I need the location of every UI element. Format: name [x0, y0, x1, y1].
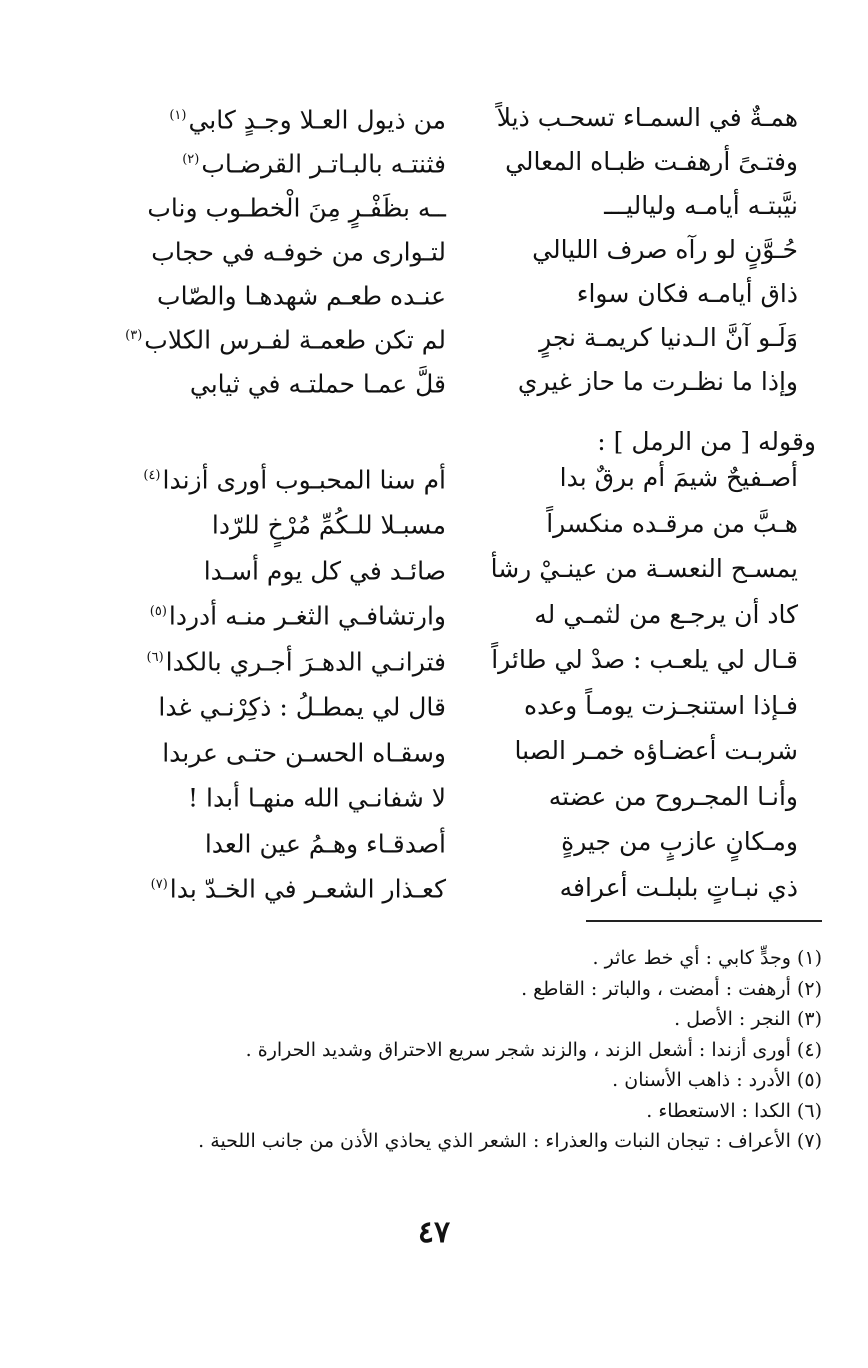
hemistich-text: ــه بظَفْـرٍ مِنَ الْخطـوب وناب [147, 193, 446, 223]
verse-first-hemistich: ذي نبـاتٍ بلبلـت أعرافه [559, 872, 798, 902]
hemistich-text: لتـوارى من خوفـه في حجاب [151, 237, 446, 267]
verse-second-hemistich [146, 94, 446, 142]
verse-first-hemistich: ذاق أيامـه فكان سواء [576, 279, 798, 308]
verse-second-hemistich [146, 182, 446, 230]
verse-line [118, 455, 798, 501]
verse-second-hemistich [146, 589, 446, 639]
verse-first-hemistich: هـبَّ من مرقـده منكسراً [546, 508, 798, 538]
footnote-marker: (٢) [182, 151, 200, 167]
footnote-item: (٣) النجر : الأصل . [674, 1008, 822, 1030]
hemistich-text: فثنتـه بالبـاتـر القرضـاب [201, 149, 446, 179]
verse-first-hemistich: وفتـىً أرهفـت ظبـاه المعالي [505, 147, 798, 176]
footnote-separator [586, 920, 822, 922]
verse-first-hemistich: أصـفيحٌ شيمَ أم برقٌ بدا [559, 463, 798, 492]
hemistich-text: قلَّ عمـا حملتـه في ثيابي [189, 369, 446, 399]
verse-second-hemistich [143, 453, 446, 503]
verse-second-hemistich [146, 680, 446, 730]
hemistich-text: وارتشافـي الثغـر منـه أدردا [168, 601, 446, 631]
verse-second-hemistich [146, 226, 446, 274]
hemistich-text: مسبـلا للـكُمِّ مُرْخٍ للرّدا [211, 510, 446, 540]
verse-line [118, 592, 798, 638]
footnote-item: (١) وجدٍّ كابي : أي خط عاثر . [592, 947, 822, 969]
verse-line [118, 728, 798, 774]
verse-second-hemistich [146, 138, 446, 186]
footnote-marker: (٤) [143, 467, 161, 483]
footnotes [62, 943, 822, 1157]
hemistich-text: صائـد في كل يوم أسـدا [203, 556, 446, 586]
hemistich-text: فترانـي الدهـرَ أجـري بالكدا [165, 647, 446, 677]
footnote-marker: (٧) [150, 877, 168, 893]
page-number: ٤٧ [417, 1215, 451, 1250]
verse-line [118, 272, 798, 316]
verse-line [118, 360, 798, 404]
footnote-item: (٢) أرهفت : أمضت ، والباتر : القاطع . [521, 977, 822, 1000]
verse-line [118, 865, 798, 911]
verse-second-hemistich [146, 817, 446, 867]
verse-first-hemistich: قـال لي يلعـب : صدْ لي طائراً [491, 645, 798, 674]
verse-line [118, 501, 798, 547]
verse-line [118, 774, 798, 820]
verse-second-hemistich [146, 635, 446, 685]
verse-second-hemistich [146, 771, 446, 821]
verse-line [118, 140, 798, 184]
footnote-marker: (٦) [146, 649, 164, 665]
verse-line [118, 683, 798, 729]
verse-first-hemistich: نيَّبتـه أيامـه ولياليـــ [604, 191, 798, 220]
verse-first-hemistich: وَلَـو آنَّ الـدنيا كريمـة نجرٍ [539, 323, 798, 352]
verse-first-hemistich: همـةٌ في السمـاء تسحـب ذيلاً [496, 103, 798, 132]
verse-first-hemistich: فـإذا استنجـزت يومـاً وعده [524, 690, 798, 720]
verse-first-hemistich: كاد أن يرجـع من لثمـي له [534, 599, 798, 629]
footnote-marker: (٣) [125, 327, 143, 343]
verse-line [118, 184, 798, 228]
hemistich-text: لا شفانـي الله منهـا أبدا ! [188, 783, 446, 813]
verse-first-hemistich: وأنـا المجـروح من عضته [548, 781, 798, 811]
verse-first-hemistich: ومـكانٍ عازبٍ من جيرةٍ [561, 827, 798, 856]
verse-line [118, 819, 798, 865]
hemistich-text: من ذيول العـلا وجـدٍ كابي [188, 105, 446, 135]
hemistich-text: أصدقـاء وهـمُ عين العدا [204, 829, 446, 859]
verse-second-hemistich [146, 498, 446, 548]
verse-second-hemistich [146, 726, 446, 776]
verse-line [118, 316, 798, 360]
verse-line [118, 637, 798, 683]
verse-line [118, 546, 798, 592]
footnote-marker: (٥) [149, 604, 167, 620]
footnote-item: (٥) الأدرد : ذاهب الأسنان . [612, 1069, 822, 1091]
hemistich-text: عنـده طعـم شهدهـا والصّاب [157, 281, 446, 311]
verse-line [118, 96, 798, 140]
footnote-marker: (١) [169, 107, 187, 123]
verse-first-hemistich: وإذا ما نظـرت ما حاز غيري [517, 367, 798, 396]
hemistich-text: وسقـاه الحسـن حتـى عربدا [162, 738, 446, 768]
poem-block-1 [118, 96, 798, 404]
footnote-item: (٦) الكدا : الاستعطاء . [646, 1099, 822, 1122]
footnote-item: (٤) أورى أزندا : أشعل الزند ، والزند شجر سريع الاحتراق وشديد الحرارة . [245, 1038, 822, 1061]
verse-first-hemistich: يمسـح النعسـة من عينـيْ رشأ [490, 554, 798, 583]
poem-block-2 [118, 455, 798, 910]
hemistich-text: أم سنا المحبـوب أورى أزندا [162, 465, 446, 495]
hemistich-text: كعـذار الشعـر في الخـدّ بدا [169, 874, 446, 904]
footnote-item: (٧) الأعراف : تيجان النبات والعذراء : الشعر الذي يحاذي الأذن من جانب اللحية . [198, 1130, 822, 1152]
verse-second-hemistich [146, 862, 446, 912]
verse-line [118, 228, 798, 272]
verse-second-hemistich [146, 270, 446, 318]
verse-second-hemistich [146, 544, 446, 594]
hemistich-text: قال لي يمطـلُ : ذكِرْنـي غدا [158, 692, 446, 722]
verse-first-hemistich: شربـت أعضـاؤه خمـر الصبا [514, 736, 798, 765]
verse-first-hemistich: حُـوَّنٍ لو رآه صرف الليالي [532, 235, 798, 264]
verse-second-hemistich [146, 358, 446, 406]
verse-second-hemistich [125, 314, 446, 362]
hemistich-text: لم تكن طعمـة لفـرس الكلاب [144, 325, 446, 355]
poem-intro-heading: وقوله [ من الرمل ] : [597, 427, 816, 456]
